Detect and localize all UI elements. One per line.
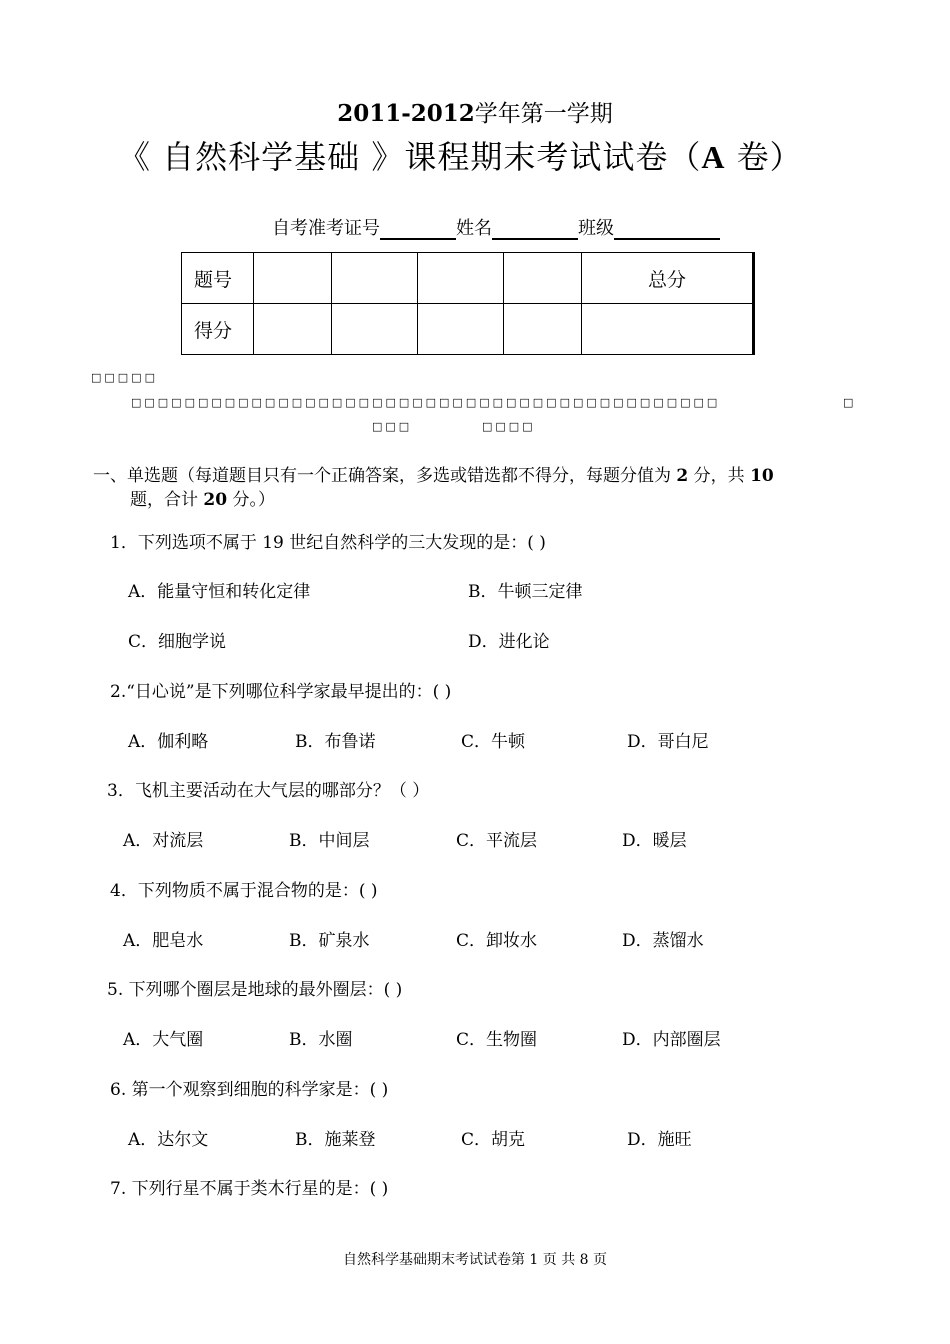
option-5a[interactable]: A．大气圈 xyxy=(123,1030,204,1050)
option-5c[interactable]: C．生物圈 xyxy=(456,1030,538,1050)
section-intro-3: 题，合计 xyxy=(130,490,204,510)
name-blank[interactable] xyxy=(492,218,578,240)
score-cell[interactable] xyxy=(332,304,418,355)
score-cell[interactable] xyxy=(254,304,332,355)
question-2: 2.“日心说”是下列哪位科学家最早提出的：( ) xyxy=(110,682,452,702)
score-cell xyxy=(418,253,504,304)
page-footer: 自然科学基础期末考试试卷第 1 页 共 8 页 xyxy=(342,1252,608,1268)
exam-title xyxy=(118,132,803,178)
exam-title-close: 卷） xyxy=(725,138,803,176)
option-3d[interactable]: D．暖层 xyxy=(622,831,687,851)
term-text: 学年第一学期 xyxy=(474,101,613,127)
option-3a[interactable]: A．对流层 xyxy=(123,831,204,851)
total-score-cell[interactable] xyxy=(582,304,754,355)
option-1b[interactable]: B．牛顿三定律 xyxy=(468,582,583,602)
option-1a[interactable]: A．能量守恒和转化定律 xyxy=(128,582,311,602)
option-6d[interactable]: D．施旺 xyxy=(627,1130,692,1150)
section-intro-2: 分，共 xyxy=(688,466,751,486)
option-2b[interactable]: B．布鲁诺 xyxy=(295,732,376,752)
section-intro-4: 分。） xyxy=(227,490,275,510)
option-3b[interactable]: B．中间层 xyxy=(289,831,370,851)
score-cell xyxy=(254,253,332,304)
points-per-question: 2 xyxy=(676,466,689,486)
option-6b[interactable]: B．施莱登 xyxy=(295,1130,376,1150)
option-1d[interactable]: D．进化论 xyxy=(468,632,550,652)
question-4: 4．下列物质不属于混合物的是：( ) xyxy=(110,881,378,901)
total-label: 总分 xyxy=(582,253,754,304)
option-2a[interactable]: A．伽利略 xyxy=(128,732,209,752)
question-number-label: 题号 xyxy=(182,253,254,304)
option-5d[interactable]: D．内部圈层 xyxy=(622,1030,721,1050)
score-cell[interactable] xyxy=(504,304,582,355)
term-year: 2011-2012 xyxy=(337,100,475,127)
name-label: 姓名 xyxy=(456,218,492,239)
exam-variant: A xyxy=(701,139,726,175)
student-info xyxy=(272,214,720,240)
notes-line: □□□□□□□□□□□□□□□□□□□□□□□□□□□□□□□□□□□□□□□□□□□□ xyxy=(131,396,721,409)
exam-title-main: 《 自然科学基础 》课程期末考试试卷（ xyxy=(118,138,702,176)
option-3c[interactable]: C．平流层 xyxy=(456,831,538,851)
option-2c[interactable]: C．牛顿 xyxy=(461,732,526,752)
term-heading xyxy=(0,95,950,128)
option-6a[interactable]: A．达尔文 xyxy=(128,1130,209,1150)
question-count: 10 xyxy=(750,466,774,486)
notes-heading: □□□□□ xyxy=(91,371,158,384)
section-intro: 一、单选题（每道题目只有一个正确答案，多选或错选都不得分，每题分值为 xyxy=(93,466,677,486)
score-table xyxy=(181,252,755,355)
class-blank[interactable] xyxy=(614,218,720,240)
question-5: 5. 下列哪个圈层是地球的最外圈层：( ) xyxy=(107,980,403,1000)
class-label: 班级 xyxy=(578,218,614,239)
question-7: 7. 下列行星不属于类木行星的是：( ) xyxy=(110,1179,389,1199)
option-1c[interactable]: C．细胞学说 xyxy=(128,632,227,652)
notes-line-end: □ xyxy=(843,396,857,409)
score-cell xyxy=(504,253,582,304)
score-table-row-score xyxy=(182,304,754,355)
score-cell[interactable] xyxy=(418,304,504,355)
id-blank[interactable] xyxy=(380,218,456,240)
score-cell xyxy=(332,253,418,304)
score-label: 得分 xyxy=(182,304,254,355)
section-instructions xyxy=(93,464,868,512)
option-4d[interactable]: D．蒸馏水 xyxy=(622,931,704,951)
option-5b[interactable]: B．水圈 xyxy=(289,1030,353,1050)
option-6c[interactable]: C．胡克 xyxy=(461,1130,526,1150)
option-2d[interactable]: D．哥白尼 xyxy=(627,732,709,752)
question-6: 6. 第一个观察到细胞的科学家是：( ) xyxy=(110,1080,389,1100)
notes-fragment: □□□□ xyxy=(482,420,536,433)
question-1: 1．下列选项不属于 19 世纪自然科学的三大发现的是：( ) xyxy=(110,533,546,553)
score-table-row-header xyxy=(182,253,754,304)
option-4c[interactable]: C．卸妆水 xyxy=(456,931,538,951)
section-total: 20 xyxy=(203,490,228,510)
question-3: 3．飞机主要活动在大气层的哪部分？（ ） xyxy=(107,781,430,801)
notes-fragment: □□□ xyxy=(372,420,413,433)
option-4b[interactable]: B．矿泉水 xyxy=(289,931,370,951)
id-label: 自考准考证号 xyxy=(272,218,380,239)
option-4a[interactable]: A．肥皂水 xyxy=(123,931,204,951)
